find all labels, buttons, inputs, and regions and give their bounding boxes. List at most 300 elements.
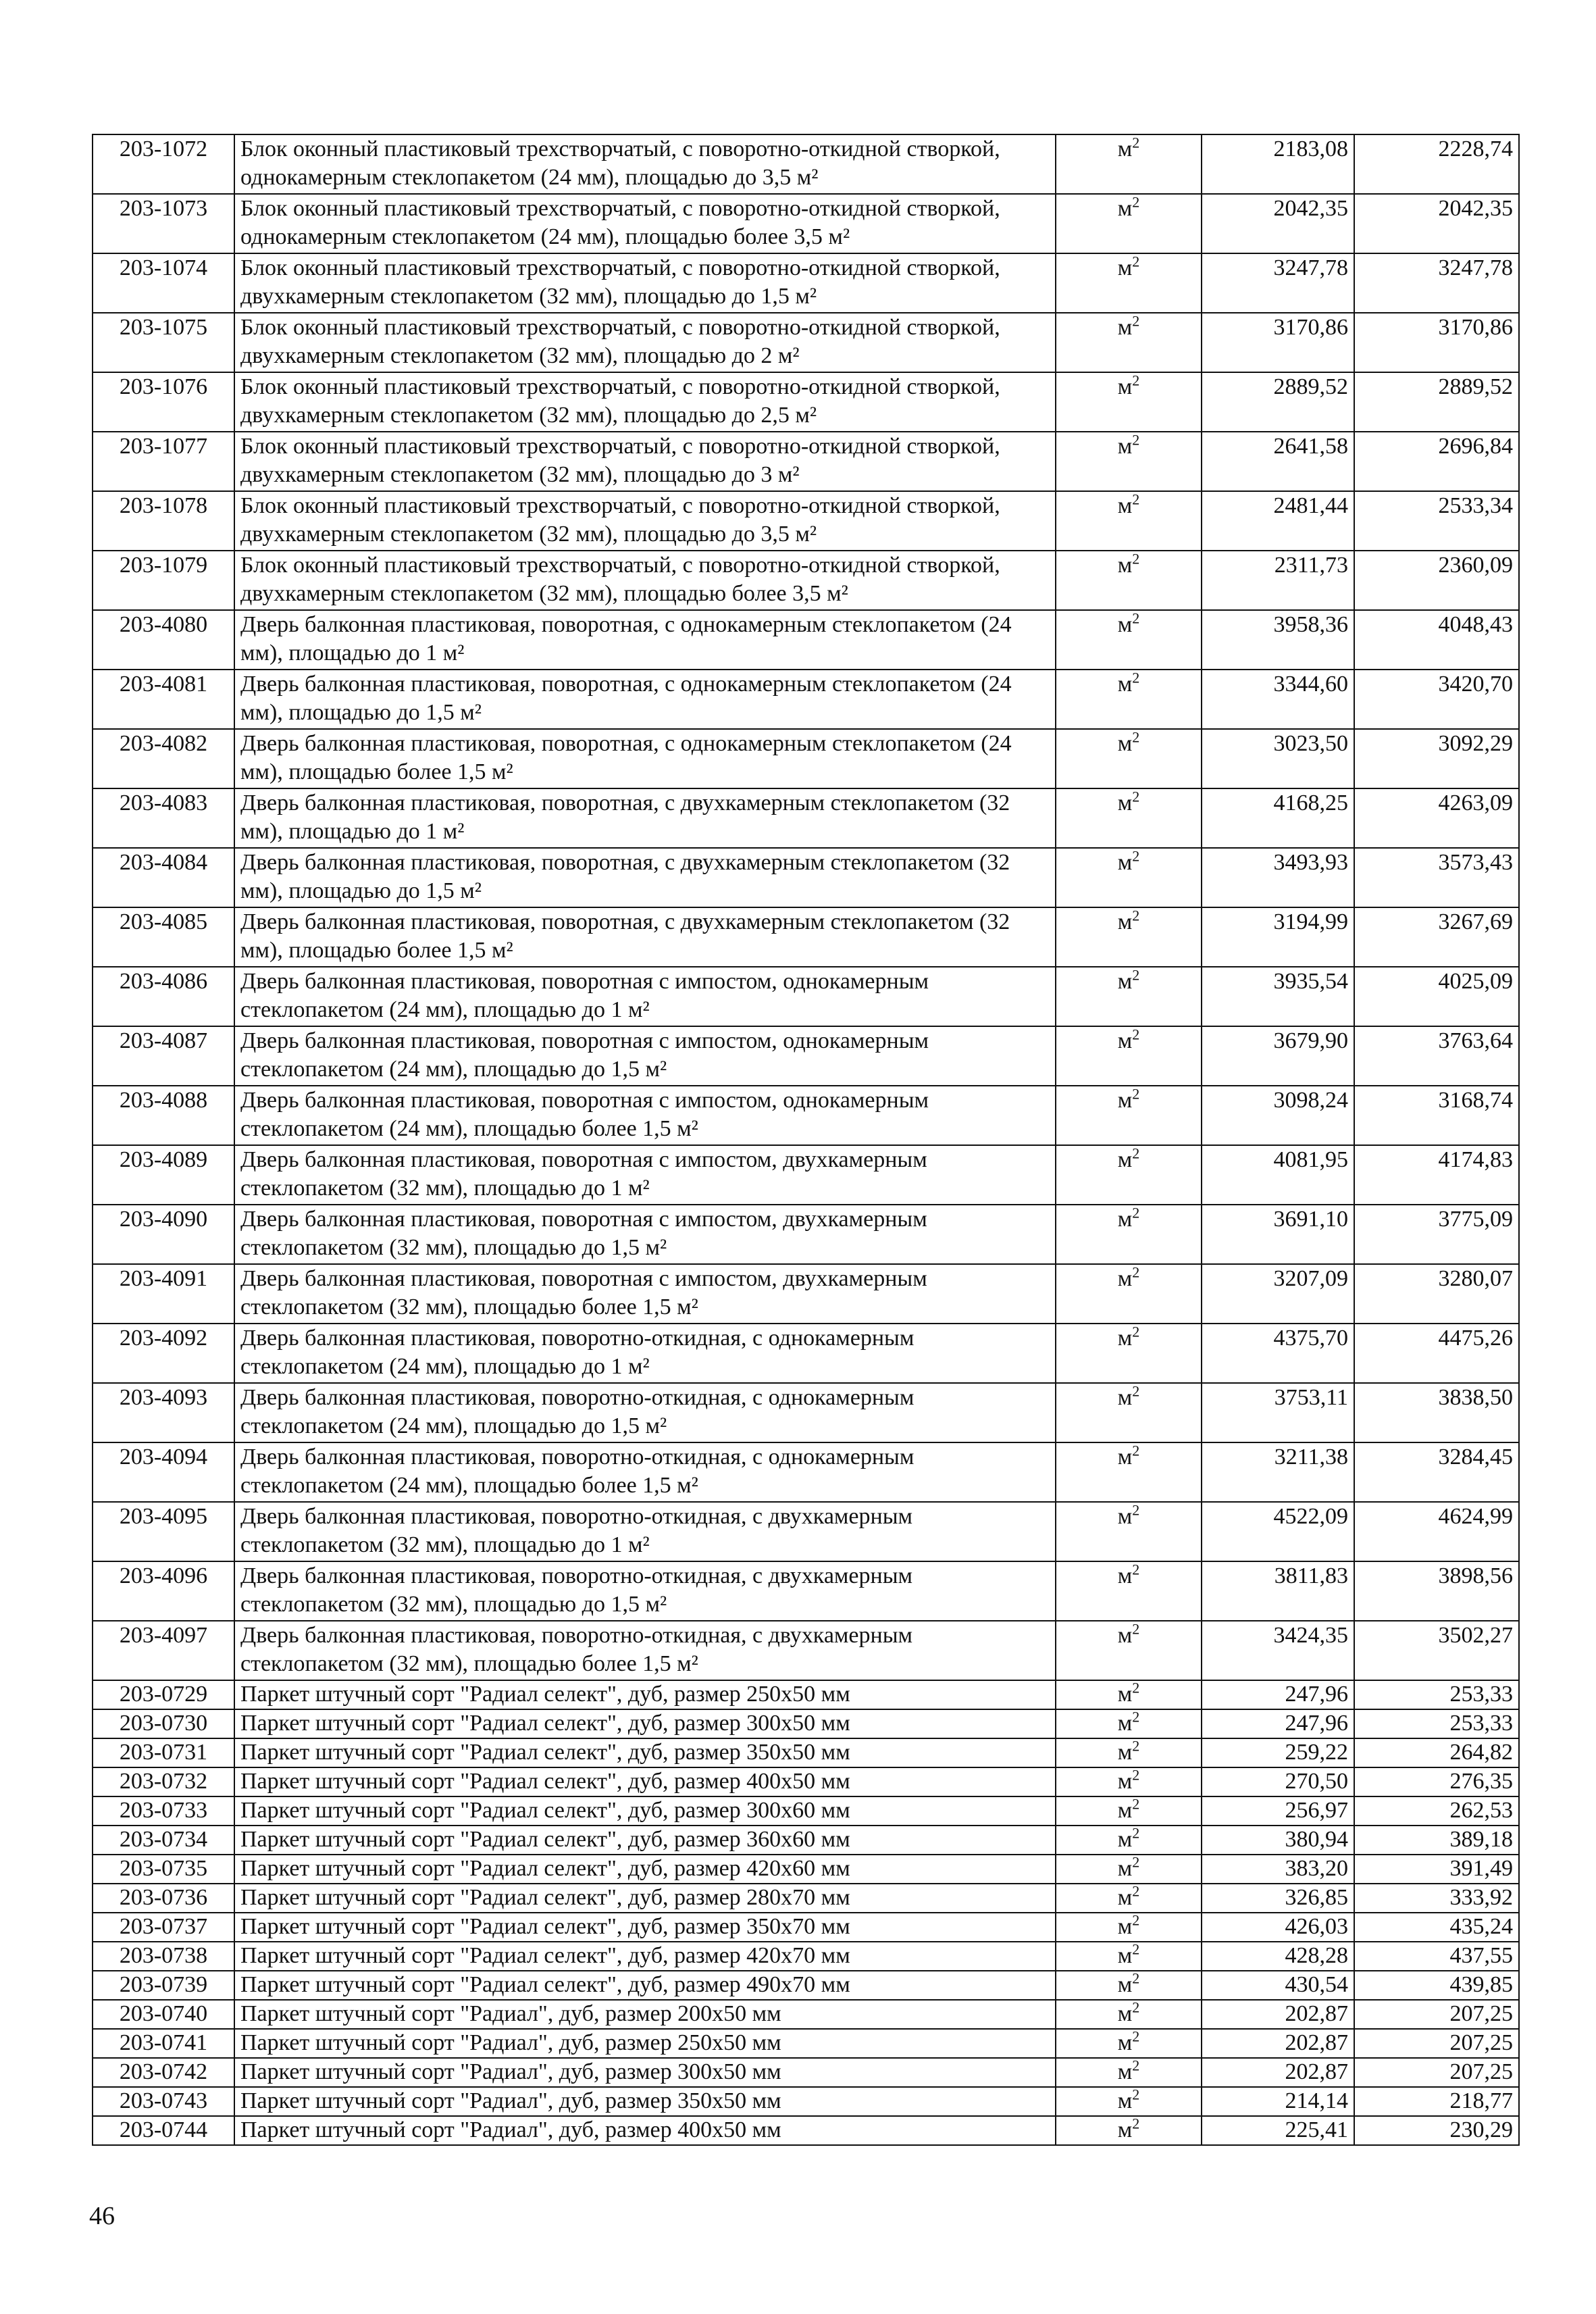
table-row [93,1205,1519,1264]
item-unit [1056,313,1202,372]
unit-exponent: 2 [1132,1998,1140,2016]
price-value-2: 253,33 [1354,1709,1519,1738]
item-description: Паркет штучный сорт "Радиал селект", дуб, размер 360х60 мм [234,1826,1056,1855]
price-value-1: 380,94 [1202,1826,1354,1855]
item-unit [1056,610,1202,670]
item-description: Блок оконный пластиковый трехстворчатый, с поворотно-откидной створкой, однокамерным стеклопакетом (24 мм), площадью до 3,5 м² [234,134,1056,194]
price-value-2: 262,53 [1354,1796,1519,1826]
item-unit [1056,194,1202,253]
price-value-2: 2889,52 [1354,372,1519,432]
price-value-2: 253,33 [1354,1680,1519,1709]
item-code: 203-0729 [93,1680,234,1709]
unit-base: м [1117,1444,1133,1469]
item-unit [1056,1145,1202,1205]
item-description: Паркет штучный сорт "Радиал", дуб, размер 300х50 мм [234,2058,1056,2087]
unit-base: м [1117,790,1133,815]
price-value-2: 391,49 [1354,1855,1519,1884]
unit-base: м [1117,1740,1133,1765]
unit-base: м [1117,1028,1133,1053]
price-value-1: 426,03 [1202,1913,1354,1942]
item-unit [1056,2000,1202,2029]
unit-base: м [1117,1885,1133,1910]
price-value-2: 3170,86 [1354,313,1519,372]
price-value-1: 3194,99 [1202,907,1354,967]
item-description: Паркет штучный сорт "Радиал селект", дуб, размер 420х70 мм [234,1942,1056,1971]
page-number: 46 [89,2202,115,2230]
item-unit [1056,1680,1202,1709]
item-unit [1056,253,1202,313]
price-value-2: 207,25 [1354,2029,1519,2058]
unit-exponent: 2 [1132,1145,1140,1162]
item-description: Дверь балконная пластиковая, поворотная, с однокамерным стеклопакетом (24 мм), площадью до 1,5 м² [234,670,1056,729]
item-code: 203-0731 [93,1738,234,1767]
unit-exponent: 2 [1132,1911,1140,1929]
item-code: 203-0742 [93,2058,234,2087]
unit-base: м [1117,196,1133,221]
item-description: Паркет штучный сорт "Радиал селект", дуб, размер 420х60 мм [234,1855,1056,1884]
price-value-2: 3763,64 [1354,1026,1519,1086]
price-value-2: 333,92 [1354,1884,1519,1913]
item-code: 203-0732 [93,1767,234,1796]
unit-exponent: 2 [1132,550,1140,568]
item-description: Дверь балконная пластиковая, поворотная, с двухкамерным стеклопакетом (32 мм), площадью более 1,5 м² [234,907,1056,967]
item-unit [1056,1884,1202,1913]
table-row [93,1884,1519,1913]
unit-base: м [1117,2001,1133,2026]
unit-base: м [1117,136,1133,161]
item-code: 203-4086 [93,967,234,1026]
item-code: 203-4096 [93,1561,234,1621]
table-row [93,2029,1519,2058]
price-value-2: 218,77 [1354,2087,1519,2116]
price-value-2: 207,25 [1354,2000,1519,2029]
item-description: Паркет штучный сорт "Радиал", дуб, размер 400х50 мм [234,2116,1056,2145]
table-row [93,1026,1519,1086]
item-description: Дверь балконная пластиковая, поворотная с импостом, двухкамерным стеклопакетом (32 мм), площадью до 1,5 м² [234,1205,1056,1264]
item-code: 203-1072 [93,134,234,194]
item-description: Дверь балконная пластиковая, поворотная, с однокамерным стеклопакетом (24 мм), площадью до 1 м² [234,610,1056,670]
unit-exponent: 2 [1132,1263,1140,1281]
unit-base: м [1117,1943,1133,1968]
item-code: 203-4093 [93,1383,234,1442]
item-unit [1056,907,1202,967]
price-value-1: 202,87 [1202,2058,1354,2087]
table-row [93,1942,1519,1971]
price-value-1: 202,87 [1202,2000,1354,2029]
unit-base: м [1117,1504,1133,1529]
unit-base: м [1117,1856,1133,1881]
table-row [93,2116,1519,2145]
unit-base: м [1117,315,1133,340]
unit-exponent: 2 [1132,372,1140,389]
item-description: Дверь балконная пластиковая, поворотная, с двухкамерным стеклопакетом (32 мм), площадью до 1 м² [234,788,1056,848]
unit-base: м [1117,1798,1133,1823]
price-value-2: 2228,74 [1354,134,1519,194]
unit-exponent: 2 [1132,431,1140,449]
unit-base: м [1117,255,1133,280]
unit-exponent: 2 [1132,2057,1140,2074]
unit-exponent: 2 [1132,728,1140,746]
item-code: 203-1078 [93,491,234,551]
item-description: Блок оконный пластиковый трехстворчатый, с поворотно-откидной створкой, однокамерным стеклопакетом (24 мм), площадью более 3,5 м² [234,194,1056,253]
table-row [93,313,1519,372]
table-row [93,1561,1519,1621]
unit-exponent: 2 [1132,788,1140,805]
price-value-1: 270,50 [1202,1767,1354,1796]
item-code: 203-4097 [93,1621,234,1680]
item-code: 203-0737 [93,1913,234,1942]
item-description: Блок оконный пластиковый трехстворчатый, с поворотно-откидной створкой, двухкамерным стеклопакетом (32 мм), площадью более 3,5 м² [234,551,1056,610]
unit-base: м [1117,553,1133,578]
price-value-2: 3420,70 [1354,670,1519,729]
unit-exponent: 2 [1132,1708,1140,1726]
unit-exponent: 2 [1132,2028,1140,2045]
table-row [93,729,1519,788]
price-table-body [93,134,1519,2145]
item-unit [1056,2087,1202,2116]
item-code: 203-1073 [93,194,234,253]
price-value-1: 2183,08 [1202,134,1354,194]
unit-base: м [1117,672,1133,697]
table-row [93,1971,1519,2000]
item-code: 203-0744 [93,2116,234,2145]
item-code: 203-0741 [93,2029,234,2058]
table-row [93,551,1519,610]
item-unit [1056,1502,1202,1561]
item-code: 203-0735 [93,1855,234,1884]
table-row [93,1767,1519,1796]
unit-base: м [1117,493,1133,518]
price-value-2: 437,55 [1354,1942,1519,1971]
price-value-2: 2696,84 [1354,432,1519,491]
price-value-2: 3775,09 [1354,1205,1519,1264]
table-row [93,2058,1519,2087]
table-row [93,1145,1519,1205]
unit-base: м [1117,1088,1133,1113]
item-description: Дверь балконная пластиковая, поворотная с импостом, однокамерным стеклопакетом (24 мм), площадью до 1,5 м² [234,1026,1056,1086]
item-unit [1056,1442,1202,1502]
table-row [93,2000,1519,2029]
price-value-1: 225,41 [1202,2116,1354,2145]
price-value-1: 326,85 [1202,1884,1354,1913]
item-unit [1056,848,1202,907]
price-value-2: 276,35 [1354,1767,1519,1796]
price-value-1: 3679,90 [1202,1026,1354,1086]
item-description: Блок оконный пластиковый трехстворчатый, с поворотно-откидной створкой, двухкамерным стеклопакетом (32 мм), площадью до 3,5 м² [234,491,1056,551]
item-description: Блок оконный пластиковый трехстворчатый, с поворотно-откидной створкой, двухкамерным стеклопакетом (32 мм), площадью до 1,5 м² [234,253,1056,313]
item-unit [1056,1826,1202,1855]
price-value-2: 4048,43 [1354,610,1519,670]
price-value-2: 3092,29 [1354,729,1519,788]
item-unit [1056,134,1202,194]
unit-exponent: 2 [1132,1561,1140,1578]
item-description: Паркет штучный сорт "Радиал", дуб, размер 200х50 мм [234,2000,1056,2029]
unit-exponent: 2 [1132,1501,1140,1519]
price-value-1: 2042,35 [1202,194,1354,253]
unit-exponent: 2 [1132,1882,1140,1900]
price-value-1: 3023,50 [1202,729,1354,788]
table-row [93,1621,1519,1680]
price-value-2: 4263,09 [1354,788,1519,848]
unit-exponent: 2 [1132,193,1140,211]
price-value-2: 4624,99 [1354,1502,1519,1561]
table-row [93,670,1519,729]
item-code: 203-4084 [93,848,234,907]
item-unit [1056,967,1202,1026]
item-unit [1056,1971,1202,2000]
unit-exponent: 2 [1132,847,1140,865]
item-code: 203-0739 [93,1971,234,2000]
table-row [93,491,1519,551]
table-row [93,1502,1519,1561]
unit-base: м [1117,1711,1133,1736]
table-row [93,610,1519,670]
item-code: 203-0730 [93,1709,234,1738]
price-value-1: 214,14 [1202,2087,1354,2116]
item-description: Паркет штучный сорт "Радиал селект", дуб, размер 280х70 мм [234,1884,1056,1913]
item-description: Блок оконный пластиковый трехстворчатый, с поворотно-откидной створкой, двухкамерным стеклопакетом (32 мм), площадью до 2 м² [234,313,1056,372]
item-unit [1056,432,1202,491]
price-value-1: 4522,09 [1202,1502,1354,1561]
item-description: Дверь балконная пластиковая, поворотно-откидная, с однокамерным стеклопакетом (24 мм), площадью более 1,5 м² [234,1442,1056,1502]
unit-exponent: 2 [1132,1382,1140,1400]
price-value-2: 3168,74 [1354,1086,1519,1145]
item-unit [1056,2116,1202,2145]
item-description: Дверь балконная пластиковая, поворотная, с двухкамерным стеклопакетом (32 мм), площадью до 1,5 м² [234,848,1056,907]
unit-exponent: 2 [1132,2086,1140,2103]
item-description: Паркет штучный сорт "Радиал селект", дуб, размер 350х70 мм [234,1913,1056,1942]
unit-base: м [1117,612,1133,637]
table-row [93,848,1519,907]
unit-base: м [1117,1769,1133,1794]
table-row [93,967,1519,1026]
item-unit [1056,1767,1202,1796]
table-row [93,1680,1519,1709]
price-value-2: 4475,26 [1354,1324,1519,1383]
unit-base: м [1117,2088,1133,2113]
unit-exponent: 2 [1132,491,1140,508]
item-unit [1056,1324,1202,1383]
table-row [93,194,1519,253]
item-unit [1056,2029,1202,2058]
item-description: Паркет штучный сорт "Радиал селект", дуб, размер 300х60 мм [234,1796,1056,1826]
unit-base: м [1117,1914,1133,1939]
table-row [93,1383,1519,1442]
price-value-1: 247,96 [1202,1709,1354,1738]
item-description: Дверь балконная пластиковая, поворотная, с однокамерным стеклопакетом (24 мм), площадью более 1,5 м² [234,729,1056,788]
item-unit [1056,551,1202,610]
price-value-1: 3344,60 [1202,670,1354,729]
item-unit [1056,1709,1202,1738]
item-code: 203-0733 [93,1796,234,1826]
unit-exponent: 2 [1132,1824,1140,1842]
price-value-2: 3573,43 [1354,848,1519,907]
unit-exponent: 2 [1132,1679,1140,1696]
item-code: 203-4083 [93,788,234,848]
unit-exponent: 2 [1132,966,1140,984]
unit-base: м [1117,1207,1133,1232]
price-value-1: 3424,35 [1202,1621,1354,1680]
unit-exponent: 2 [1132,2115,1140,2132]
price-value-2: 3280,07 [1354,1264,1519,1324]
item-code: 203-4094 [93,1442,234,1502]
unit-exponent: 2 [1132,1737,1140,1755]
item-description: Блок оконный пластиковый трехстворчатый, с поворотно-откидной створкой, двухкамерным стеклопакетом (32 мм), площадью до 3 м² [234,432,1056,491]
price-value-1: 428,28 [1202,1942,1354,1971]
price-value-1: 3493,93 [1202,848,1354,907]
unit-base: м [1117,731,1133,756]
unit-exponent: 2 [1132,907,1140,924]
table-row [93,134,1519,194]
table-row [93,1855,1519,1884]
item-unit [1056,491,1202,551]
item-description: Дверь балконная пластиковая, поворотно-откидная, с однокамерным стеклопакетом (24 мм), площадью до 1,5 м² [234,1383,1056,1442]
price-value-1: 3691,10 [1202,1205,1354,1264]
unit-exponent: 2 [1132,1204,1140,1222]
item-description: Паркет штучный сорт "Радиал селект", дуб, размер 490х70 мм [234,1971,1056,2000]
price-value-1: 4168,25 [1202,788,1354,848]
unit-exponent: 2 [1132,1085,1140,1103]
unit-base: м [1117,1623,1133,1648]
item-unit [1056,1086,1202,1145]
item-code: 203-1074 [93,253,234,313]
item-description: Паркет штучный сорт "Радиал селект", дуб, размер 350х50 мм [234,1738,1056,1767]
unit-base: м [1117,374,1133,399]
item-unit [1056,1855,1202,1884]
item-description: Дверь балконная пластиковая, поворотно-откидная, с двухкамерным стеклопакетом (32 мм), площадью до 1,5 м² [234,1561,1056,1621]
item-code: 203-0734 [93,1826,234,1855]
price-value-2: 439,85 [1354,1971,1519,2000]
item-code: 203-0740 [93,2000,234,2029]
table-row [93,1913,1519,1942]
unit-base: м [1117,2059,1133,2084]
price-value-1: 3247,78 [1202,253,1354,313]
item-unit [1056,2058,1202,2087]
table-row [93,2087,1519,2116]
price-value-1: 3207,09 [1202,1264,1354,1324]
item-description: Дверь балконная пластиковая, поворотная с импостом, однокамерным стеклопакетом (24 мм), площадью более 1,5 м² [234,1086,1056,1145]
unit-base: м [1117,1266,1133,1291]
unit-base: м [1117,2117,1133,2142]
price-value-1: 247,96 [1202,1680,1354,1709]
item-unit [1056,1621,1202,1680]
item-code: 203-1077 [93,432,234,491]
item-description: Паркет штучный сорт "Радиал селект", дуб, размер 300х50 мм [234,1709,1056,1738]
table-row [93,432,1519,491]
unit-exponent: 2 [1132,1323,1140,1340]
item-unit [1056,729,1202,788]
price-value-1: 2311,73 [1202,551,1354,610]
price-value-1: 259,22 [1202,1738,1354,1767]
item-unit [1056,1026,1202,1086]
price-value-1: 3098,24 [1202,1086,1354,1145]
item-description: Дверь балконная пластиковая, поворотная с импостом, двухкамерным стеклопакетом (32 мм), площадью до 1 м² [234,1145,1056,1205]
unit-base: м [1117,2030,1133,2055]
price-value-1: 2889,52 [1202,372,1354,432]
price-value-2: 2360,09 [1354,551,1519,610]
item-unit [1056,1913,1202,1942]
price-value-1: 3811,83 [1202,1561,1354,1621]
price-value-2: 2533,34 [1354,491,1519,551]
price-value-2: 4025,09 [1354,967,1519,1026]
table-row [93,1264,1519,1324]
item-unit [1056,788,1202,848]
table-row [93,253,1519,313]
item-unit [1056,670,1202,729]
table-row [93,1738,1519,1767]
item-code: 203-0738 [93,1942,234,1971]
item-description: Паркет штучный сорт "Радиал селект", дуб, размер 250х50 мм [234,1680,1056,1709]
price-value-1: 4081,95 [1202,1145,1354,1205]
unit-exponent: 2 [1132,669,1140,686]
unit-base: м [1117,1972,1133,1997]
item-code: 203-4087 [93,1026,234,1086]
item-unit [1056,1561,1202,1621]
unit-exponent: 2 [1132,312,1140,330]
item-description: Дверь балконная пластиковая, поворотно-откидная, с однокамерным стеклопакетом (24 мм), площадью до 1 м² [234,1324,1056,1383]
table-row [93,1709,1519,1738]
price-value-1: 3958,36 [1202,610,1354,670]
unit-exponent: 2 [1132,1853,1140,1871]
unit-exponent: 2 [1132,1795,1140,1813]
item-code: 203-0743 [93,2087,234,2116]
price-value-1: 256,97 [1202,1796,1354,1826]
unit-exponent: 2 [1132,253,1140,270]
item-code: 203-1076 [93,372,234,432]
price-value-2: 3898,56 [1354,1561,1519,1621]
price-value-1: 3170,86 [1202,313,1354,372]
table-row [93,1086,1519,1145]
unit-exponent: 2 [1132,1766,1140,1784]
item-description: Дверь балконная пластиковая, поворотно-откидная, с двухкамерным стеклопакетом (32 мм), площадью до 1 м² [234,1502,1056,1561]
price-value-2: 435,24 [1354,1913,1519,1942]
item-code: 203-4088 [93,1086,234,1145]
table-row [93,372,1519,432]
unit-base: м [1117,850,1133,875]
price-table [92,134,1520,2146]
price-value-1: 202,87 [1202,2029,1354,2058]
unit-base: м [1117,1563,1133,1588]
unit-exponent: 2 [1132,1940,1140,1958]
unit-base: м [1117,1385,1133,1410]
unit-base: м [1117,1827,1133,1852]
unit-exponent: 2 [1132,1620,1140,1638]
unit-base: м [1117,1682,1133,1707]
price-value-2: 3502,27 [1354,1621,1519,1680]
item-code: 203-4081 [93,670,234,729]
price-value-1: 2481,44 [1202,491,1354,551]
price-value-1: 4375,70 [1202,1324,1354,1383]
unit-exponent: 2 [1132,1442,1140,1459]
item-code: 203-4092 [93,1324,234,1383]
item-description: Дверь балконная пластиковая, поворотно-откидная, с двухкамерным стеклопакетом (32 мм), площадью более 1,5 м² [234,1621,1056,1680]
item-unit [1056,1264,1202,1324]
item-unit [1056,1796,1202,1826]
item-code: 203-4089 [93,1145,234,1205]
table-row [93,788,1519,848]
price-value-2: 264,82 [1354,1738,1519,1767]
item-description: Дверь балконная пластиковая, поворотная с импостом, однокамерным стеклопакетом (24 мм), площадью до 1 м² [234,967,1056,1026]
unit-base: м [1117,434,1133,459]
item-description: Блок оконный пластиковый трехстворчатый, с поворотно-откидной створкой, двухкамерным стеклопакетом (32 мм), площадью до 2,5 м² [234,372,1056,432]
unit-base: м [1117,909,1133,934]
price-value-2: 230,29 [1354,2116,1519,2145]
unit-exponent: 2 [1132,1969,1140,1987]
price-value-1: 383,20 [1202,1855,1354,1884]
price-value-2: 2042,35 [1354,194,1519,253]
item-code: 203-4095 [93,1502,234,1561]
item-code: 203-1075 [93,313,234,372]
